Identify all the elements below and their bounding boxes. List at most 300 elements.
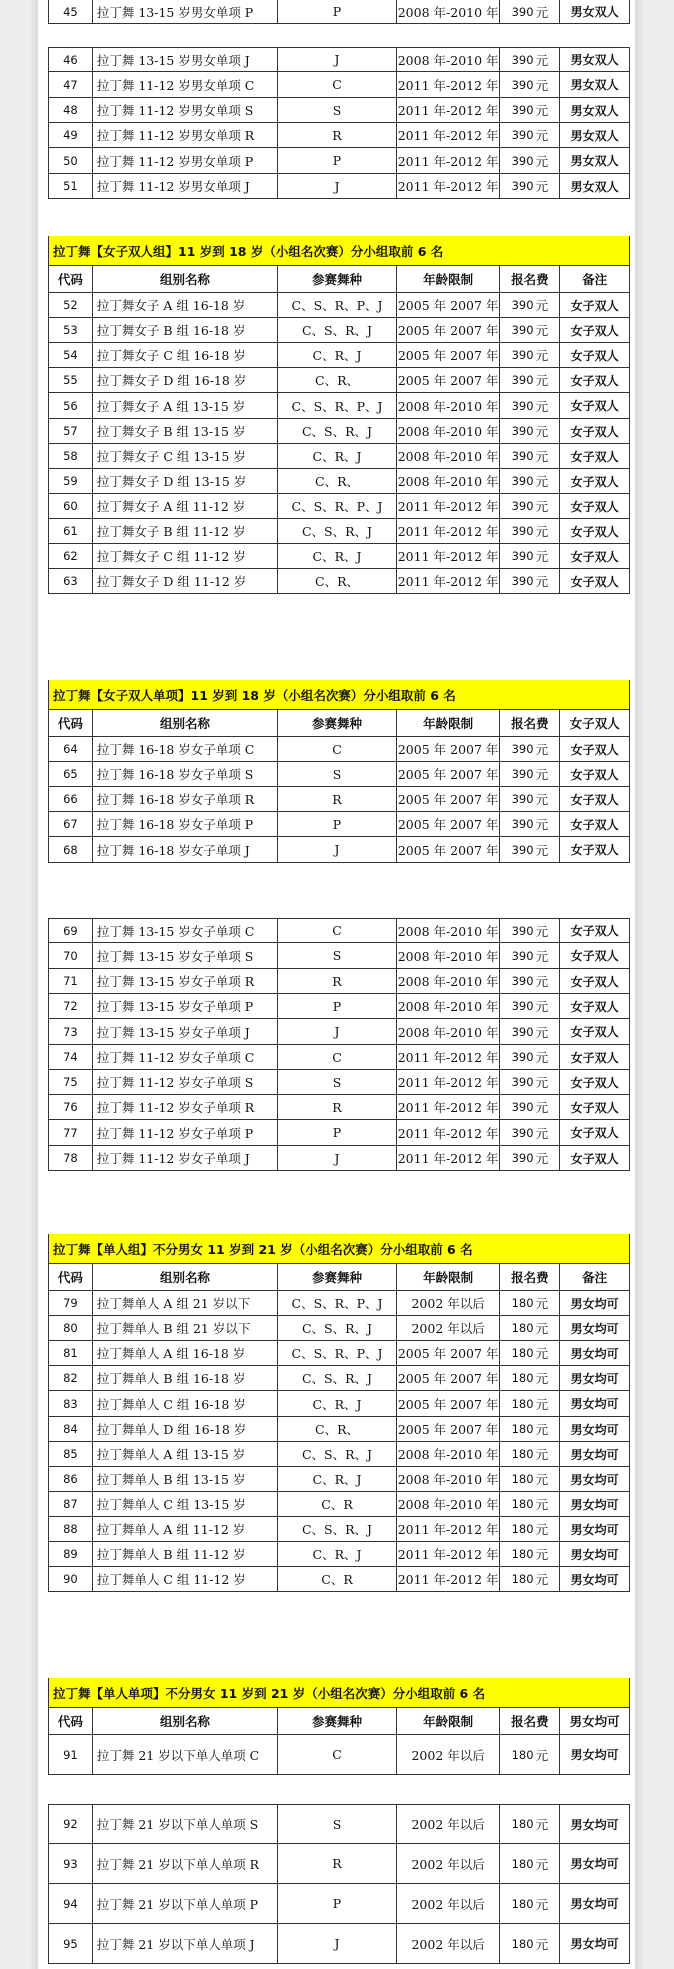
remark-cell: 女子双人: [570, 742, 619, 757]
age-limit-cell: 2011 年-2012 年: [397, 148, 501, 173]
fee-amount: 390: [511, 103, 534, 117]
dance-type-cell: C: [278, 1735, 397, 1774]
dance-type-cell: C、S、R、P、J: [278, 393, 397, 418]
fee-cell: [500, 343, 560, 367]
fee-unit: 元: [535, 1125, 549, 1141]
age-limit-cell: 2008 年-2010 年: [397, 919, 501, 942]
code-cell: 89: [49, 1542, 93, 1566]
table-row: [48, 969, 630, 994]
remark-cell: 女子双人: [570, 999, 619, 1014]
code-cell: 70: [49, 943, 93, 968]
dance-type-cell: P: [278, 0, 397, 23]
fee-unit: 元: [535, 1371, 549, 1386]
section-title: 拉丁舞【单人组】不分男女 11 岁到 21 岁（小组名次赛）分小组取前 6 名: [48, 1234, 630, 1264]
table-row: [48, 1417, 630, 1442]
code-cell: 73: [49, 1019, 93, 1044]
fee-amount: 390: [511, 1024, 534, 1039]
age-limit-cell: 2002 年以后: [397, 1924, 501, 1963]
table-row: [48, 1316, 630, 1341]
remark-cell: 男女双人: [570, 103, 619, 118]
fee-amount: 390: [511, 1075, 534, 1089]
table-row: [48, 494, 630, 519]
fee-amount: 390: [511, 817, 534, 831]
dance-type-cell: R: [278, 123, 397, 147]
header-fee-cell: 报名费: [500, 1708, 560, 1734]
age-limit-cell: 2002 年以后: [397, 1291, 501, 1315]
remark-cell: 女子双人: [570, 524, 619, 539]
fee-cell: [500, 368, 560, 392]
dance-type-cell: P: [278, 148, 397, 173]
table-header-row: [48, 710, 630, 737]
table-row: [48, 918, 630, 943]
fee-cell: [500, 1924, 560, 1963]
remark-cell: 女子双人: [570, 298, 619, 313]
age-limit-cell: 2011 年-2012 年: [397, 72, 501, 97]
fee-cell: [500, 1442, 560, 1466]
fee-cell: [500, 1341, 560, 1365]
fee-amount: 390: [511, 1125, 534, 1140]
remark-cell: 女子双人: [570, 1151, 619, 1166]
age-limit-cell: 2011 年-2012 年: [397, 494, 501, 518]
code-cell: 59: [49, 469, 93, 493]
code-cell: 87: [49, 1492, 93, 1516]
fee-amount: 180: [511, 1296, 534, 1310]
fee-cell: [500, 837, 560, 862]
group-name-cell: 拉丁舞单人 B 组 13-15 岁: [93, 1467, 278, 1491]
dance-type-cell: S: [278, 1070, 397, 1094]
dance-type-cell: C、R、: [278, 569, 397, 593]
remark-cell: 男女双人: [570, 128, 619, 143]
remark-cell: 女子双人: [570, 574, 619, 589]
fee-cell: [500, 1291, 560, 1315]
table-row: [48, 1924, 630, 1964]
header-remark-cell: 备注: [582, 1270, 608, 1285]
code-cell: 71: [49, 969, 93, 993]
code-cell: 74: [49, 1045, 93, 1069]
age-limit-cell: 2005 年 2007 年: [397, 1391, 501, 1416]
table-row: [48, 1045, 630, 1070]
fee-cell: [500, 1366, 560, 1390]
age-limit-cell: 2011 年-2012 年: [397, 174, 501, 198]
group-name-cell: 拉丁舞 16-18 岁女子单项 J: [93, 837, 278, 862]
header-fee-cell: 报名费: [500, 710, 560, 736]
remark-cell: 男女均可: [570, 1447, 619, 1462]
group-name-cell: 拉丁舞单人 B 组 11-12 岁: [93, 1542, 278, 1566]
group-name-cell: 拉丁舞 11-12 岁女子单项 R: [93, 1095, 278, 1119]
code-cell: 50: [49, 148, 93, 173]
remark-cell: 男女均可: [570, 1572, 619, 1587]
fee-cell: [500, 1492, 560, 1516]
fee-cell: [500, 1146, 560, 1170]
remark-cell: 男女双人: [570, 179, 619, 194]
remark-cell: 女子双人: [570, 549, 619, 564]
fee-unit: 元: [535, 1522, 549, 1537]
remark-cell: 男女均可: [570, 1748, 619, 1762]
table-row: [48, 569, 630, 594]
age-limit-cell: 2005 年 2007 年: [397, 1417, 501, 1441]
code-cell: 72: [49, 994, 93, 1018]
remark-cell: 男女均可: [570, 1422, 619, 1437]
fee-cell: [500, 1567, 560, 1591]
group-name-cell: 拉丁舞 16-18 岁女子单项 R: [93, 787, 278, 811]
code-cell: 58: [49, 444, 93, 468]
fee-amount: 180: [511, 1396, 534, 1411]
age-limit-cell: 2008 年-2010 年: [397, 469, 501, 493]
group-name-cell: 拉丁舞 13-15 岁女子单项 R: [93, 969, 278, 993]
group-name-cell: 拉丁舞 13-15 岁女子单项 P: [93, 994, 278, 1018]
code-cell: 49: [49, 123, 93, 147]
table-row: [48, 469, 630, 494]
remark-cell: 女子双人: [570, 767, 619, 782]
dance-type-cell: S: [278, 943, 397, 968]
fee-amount: 390: [511, 923, 534, 938]
remark-cell: 女子双人: [570, 949, 619, 963]
fee-amount: 390: [511, 449, 534, 463]
age-limit-cell: 2008 年-2010 年: [397, 393, 501, 418]
fee-cell: [500, 812, 560, 836]
age-limit-cell: 2002 年以后: [397, 1844, 501, 1883]
remark-cell: 女子双人: [570, 974, 619, 989]
remark-cell: 女子双人: [570, 1126, 619, 1140]
fee-cell: [500, 1095, 560, 1119]
table-row: [48, 762, 630, 787]
dance-type-cell: C: [278, 72, 397, 97]
remark-cell: 男女均可: [570, 1296, 619, 1311]
fee-cell: [500, 1542, 560, 1566]
age-limit-cell: 2008 年-2010 年: [397, 969, 501, 993]
table-row: [48, 1542, 630, 1567]
remark-cell: 男女均可: [570, 1937, 619, 1951]
table-row: [48, 1735, 630, 1775]
remark-cell: 女子双人: [570, 499, 619, 514]
dance-type-cell: C、R、J: [278, 1391, 397, 1416]
fee-unit: 元: [535, 153, 549, 169]
remark-cell: 男女均可: [570, 1321, 619, 1336]
fee-amount: 390: [511, 1100, 534, 1114]
code-cell: 76: [49, 1095, 93, 1119]
fee-unit: 元: [535, 1497, 549, 1512]
group-name-cell: 拉丁舞 21 岁以下单人单项 C: [93, 1735, 278, 1774]
fee-cell: [500, 943, 560, 968]
fee-amount: 180: [511, 1547, 534, 1561]
fee-unit: 元: [535, 1447, 549, 1462]
age-limit-cell: 2008 年-2010 年: [397, 1019, 501, 1044]
group-name-cell: 拉丁舞 13-15 岁女子单项 C: [93, 919, 278, 942]
table-row: [48, 1341, 630, 1366]
fee-unit: 元: [535, 1396, 549, 1412]
dance-type-cell: C、R: [278, 1567, 397, 1591]
fee-amount: 390: [511, 398, 534, 413]
fee-amount: 390: [511, 1151, 534, 1165]
table-header-row: [48, 1708, 630, 1735]
fee-cell: [500, 1316, 560, 1340]
fee-unit: 元: [535, 323, 549, 338]
age-limit-cell: 2011 年-2012 年: [397, 1070, 501, 1094]
table-row: [48, 943, 630, 969]
age-limit-cell: 2002 年以后: [397, 1316, 501, 1340]
table-row: [48, 1467, 630, 1492]
fee-amount: 180: [511, 1936, 534, 1951]
group-name-cell: 拉丁舞 13-15 岁女子单项 J: [93, 1019, 278, 1044]
age-limit-cell: 2005 年 2007 年: [397, 318, 501, 342]
group-name-cell: 拉丁舞 11-12 岁女子单项 C: [93, 1045, 278, 1069]
fee-unit: 元: [535, 1100, 549, 1115]
fee-amount: 180: [511, 1447, 534, 1461]
fee-unit: 元: [535, 792, 549, 807]
table-row: [48, 1391, 630, 1417]
fee-cell: [500, 1844, 560, 1883]
age-limit-cell: 2005 年 2007 年: [397, 762, 501, 786]
fee-amount: 390: [511, 524, 534, 538]
table-row: [48, 123, 630, 148]
dance-type-cell: R: [278, 1095, 397, 1119]
fee-unit: 元: [535, 1075, 549, 1090]
fee-unit: 元: [535, 373, 549, 388]
code-cell: 78: [49, 1146, 93, 1170]
group-name-cell: 拉丁舞 11-12 岁男女单项 S: [93, 98, 278, 122]
code-cell: 46: [49, 48, 93, 71]
section-title: 拉丁舞【女子双人组】11 岁到 18 岁（小组名次赛）分小组取前 6 名: [48, 236, 630, 266]
fee-unit: 元: [535, 1856, 549, 1872]
table-row: [48, 1492, 630, 1517]
group-name-cell: 拉丁舞单人 C 组 11-12 岁: [93, 1567, 278, 1591]
remark-cell: 男女均可: [570, 1522, 619, 1537]
group-name-cell: 拉丁舞单人 A 组 21 岁以下: [93, 1291, 278, 1315]
fee-amount: 390: [511, 424, 534, 438]
table-row: [48, 837, 630, 863]
code-cell: 61: [49, 519, 93, 543]
code-cell: 82: [49, 1366, 93, 1390]
fee-unit: 元: [535, 298, 549, 313]
group-name-cell: 拉丁舞女子 B 组 13-15 岁: [93, 419, 278, 443]
table-row: [48, 1146, 630, 1171]
fee-amount: 390: [511, 948, 534, 963]
age-limit-cell: 2008 年-2010 年: [397, 48, 501, 71]
fee-unit: 元: [535, 424, 549, 439]
fee-amount: 390: [511, 999, 534, 1013]
remark-cell: 女子双人: [570, 924, 619, 938]
age-limit-cell: 2005 年 2007 年: [397, 293, 501, 317]
code-cell: 83: [49, 1391, 93, 1416]
age-limit-cell: 2008 年-2010 年: [397, 1492, 501, 1516]
dance-type-cell: S: [278, 762, 397, 786]
fee-cell: [500, 148, 560, 173]
code-cell: 81: [49, 1341, 93, 1365]
fee-unit: 元: [535, 449, 549, 464]
fee-unit: 元: [535, 1747, 549, 1763]
fee-amount: 390: [511, 348, 534, 362]
table-row: [48, 812, 630, 837]
fee-unit: 元: [535, 348, 549, 363]
fee-unit: 元: [535, 1472, 549, 1487]
dance-type-cell: C: [278, 737, 397, 761]
fee-amount: 180: [511, 1346, 534, 1360]
remark-cell: 女子双人: [570, 348, 619, 363]
age-limit-cell: 2008 年-2010 年: [397, 0, 501, 23]
header-group-name-cell: 组别名称: [93, 1708, 278, 1734]
header-dance-type-cell: 参赛舞种: [278, 710, 397, 736]
code-cell: 48: [49, 98, 93, 122]
group-name-cell: 拉丁舞单人 D 组 16-18 岁: [93, 1417, 278, 1441]
group-name-cell: 拉丁舞女子 A 组 11-12 岁: [93, 494, 278, 518]
dance-type-cell: C、S、R、P、J: [278, 494, 397, 518]
age-limit-cell: 2005 年 2007 年: [397, 343, 501, 367]
fee-unit: 元: [535, 948, 549, 964]
fee-cell: [500, 72, 560, 97]
remark-cell: 女子双人: [570, 424, 619, 439]
dance-type-cell: C、R、: [278, 1417, 397, 1441]
group-name-cell: 拉丁舞 16-18 岁女子单项 C: [93, 737, 278, 761]
fee-cell: [500, 1735, 560, 1774]
remark-cell: 女子双人: [570, 399, 619, 413]
group-name-cell: 拉丁舞 16-18 岁女子单项 S: [93, 762, 278, 786]
fee-cell: [500, 293, 560, 317]
fee-amount: 390: [511, 792, 534, 806]
code-cell: 77: [49, 1120, 93, 1145]
fee-unit: 元: [535, 1321, 549, 1336]
fee-unit: 元: [535, 1547, 549, 1562]
fee-cell: [500, 123, 560, 147]
fee-amount: 390: [511, 373, 534, 387]
fee-unit: 元: [535, 999, 549, 1014]
table-row: [48, 737, 630, 762]
dance-type-cell: C、R: [278, 1492, 397, 1516]
table-row: [48, 293, 630, 318]
code-cell: 68: [49, 837, 93, 862]
table-row: [48, 98, 630, 123]
age-limit-cell: 2011 年-2012 年: [397, 1095, 501, 1119]
fee-cell: [500, 787, 560, 811]
group-name-cell: 拉丁舞女子 D 组 16-18 岁: [93, 368, 278, 392]
fee-unit: 元: [535, 1151, 549, 1166]
fee-amount: 180: [511, 1856, 534, 1871]
remark-cell: 男女双人: [570, 154, 619, 168]
group-name-cell: 拉丁舞女子 C 组 16-18 岁: [93, 343, 278, 367]
fee-unit: 元: [535, 1817, 549, 1832]
group-name-cell: 拉丁舞单人 C 组 13-15 岁: [93, 1492, 278, 1516]
remark-cell: 男女均可: [570, 1897, 619, 1911]
fee-cell: [500, 98, 560, 122]
fee-cell: [500, 1070, 560, 1094]
header-remark-cell: 备注: [582, 272, 608, 287]
remark-cell: 男女双人: [570, 5, 619, 19]
group-name-cell: 拉丁舞单人 A 组 13-15 岁: [93, 1442, 278, 1466]
code-cell: 52: [49, 293, 93, 317]
fee-amount: 180: [511, 1522, 534, 1536]
group-name-cell: 拉丁舞 21 岁以下单人单项 J: [93, 1924, 278, 1963]
dance-type-cell: J: [278, 48, 397, 71]
group-name-cell: 拉丁舞 13-15 岁男女单项 P: [93, 0, 278, 23]
table-row: [48, 419, 630, 444]
table-row: [48, 994, 630, 1019]
dance-type-cell: C、S、R、J: [278, 1316, 397, 1340]
table-row: [48, 1095, 630, 1120]
code-cell: 91: [49, 1735, 93, 1774]
group-name-cell: 拉丁舞 11-12 岁男女单项 R: [93, 123, 278, 147]
group-name-cell: 拉丁舞女子 D 组 11-12 岁: [93, 569, 278, 593]
code-cell: 55: [49, 368, 93, 392]
age-limit-cell: 2005 年 2007 年: [397, 737, 501, 761]
code-cell: 54: [49, 343, 93, 367]
fee-unit: 元: [535, 103, 549, 118]
fee-cell: [500, 919, 560, 942]
fee-amount: 180: [511, 1572, 534, 1586]
fee-unit: 元: [535, 52, 549, 68]
age-limit-cell: 2005 年 2007 年: [397, 787, 501, 811]
header-age-limit-cell: 年龄限制: [397, 1264, 501, 1290]
fee-amount: 390: [511, 549, 534, 563]
table-row: [48, 1517, 630, 1542]
group-name-cell: 拉丁舞单人 A 组 11-12 岁: [93, 1517, 278, 1541]
remark-cell: 女子双人: [570, 817, 619, 832]
remark-cell: 男女均可: [570, 1857, 619, 1871]
group-name-cell: 拉丁舞 11-12 岁女子单项 J: [93, 1146, 278, 1170]
fee-cell: [500, 1805, 560, 1843]
dance-type-cell: C、S、R、J: [278, 419, 397, 443]
header-code-cell: 代码: [49, 1708, 93, 1734]
fee-cell: [500, 969, 560, 993]
header-code-cell: 代码: [49, 710, 93, 736]
header-group-name-cell: 组别名称: [93, 266, 278, 292]
code-cell: 93: [49, 1844, 93, 1883]
header-group-name-cell: 组别名称: [93, 710, 278, 736]
dance-type-cell: J: [278, 1019, 397, 1044]
age-limit-cell: 2008 年-2010 年: [397, 1442, 501, 1466]
fee-amount: 180: [511, 1747, 534, 1762]
dance-type-cell: C: [278, 919, 397, 942]
fee-unit: 元: [535, 524, 549, 539]
header-remark-cell: 女子双人: [569, 716, 620, 731]
table-header-row: [48, 1264, 630, 1291]
code-cell: 60: [49, 494, 93, 518]
fee-cell: [500, 1417, 560, 1441]
group-name-cell: 拉丁舞 13-15 岁男女单项 J: [93, 48, 278, 71]
code-cell: 65: [49, 762, 93, 786]
fee-unit: 元: [535, 1296, 549, 1311]
age-limit-cell: 2008 年-2010 年: [397, 943, 501, 968]
fee-amount: 390: [511, 128, 534, 142]
age-limit-cell: 2011 年-2012 年: [397, 1146, 501, 1170]
fee-cell: [500, 994, 560, 1018]
table-row: [48, 519, 630, 544]
remark-cell: 男女均可: [570, 1371, 619, 1386]
document-page: [38, 0, 635, 1969]
fee-amount: 180: [511, 1896, 534, 1911]
remark-cell: 男女均可: [570, 1346, 619, 1361]
group-name-cell: 拉丁舞 21 岁以下单人单项 S: [93, 1805, 278, 1843]
fee-cell: [500, 1467, 560, 1491]
section-title: 拉丁舞【单人单项】不分男女 11 岁到 21 岁（小组名次赛）分小组取前 6 名: [48, 1678, 630, 1708]
fee-unit: 元: [535, 767, 549, 782]
age-limit-cell: 2011 年-2012 年: [397, 569, 501, 593]
table-row: [48, 787, 630, 812]
fee-amount: 390: [511, 742, 534, 756]
fee-cell: [500, 1120, 560, 1145]
group-name-cell: 拉丁舞女子 B 组 16-18 岁: [93, 318, 278, 342]
fee-amount: 390: [511, 179, 534, 193]
dance-type-cell: C、R、J: [278, 444, 397, 468]
age-limit-cell: 2011 年-2012 年: [397, 1517, 501, 1541]
code-cell: 79: [49, 1291, 93, 1315]
dance-type-cell: J: [278, 837, 397, 862]
table-row: [48, 72, 630, 98]
header-code-cell: 代码: [49, 1264, 93, 1290]
table-row: [48, 1804, 630, 1844]
dance-type-cell: R: [278, 969, 397, 993]
group-name-cell: 拉丁舞 11-12 岁男女单项 P: [93, 148, 278, 173]
fee-cell: [500, 0, 560, 23]
table-row: [48, 393, 630, 419]
